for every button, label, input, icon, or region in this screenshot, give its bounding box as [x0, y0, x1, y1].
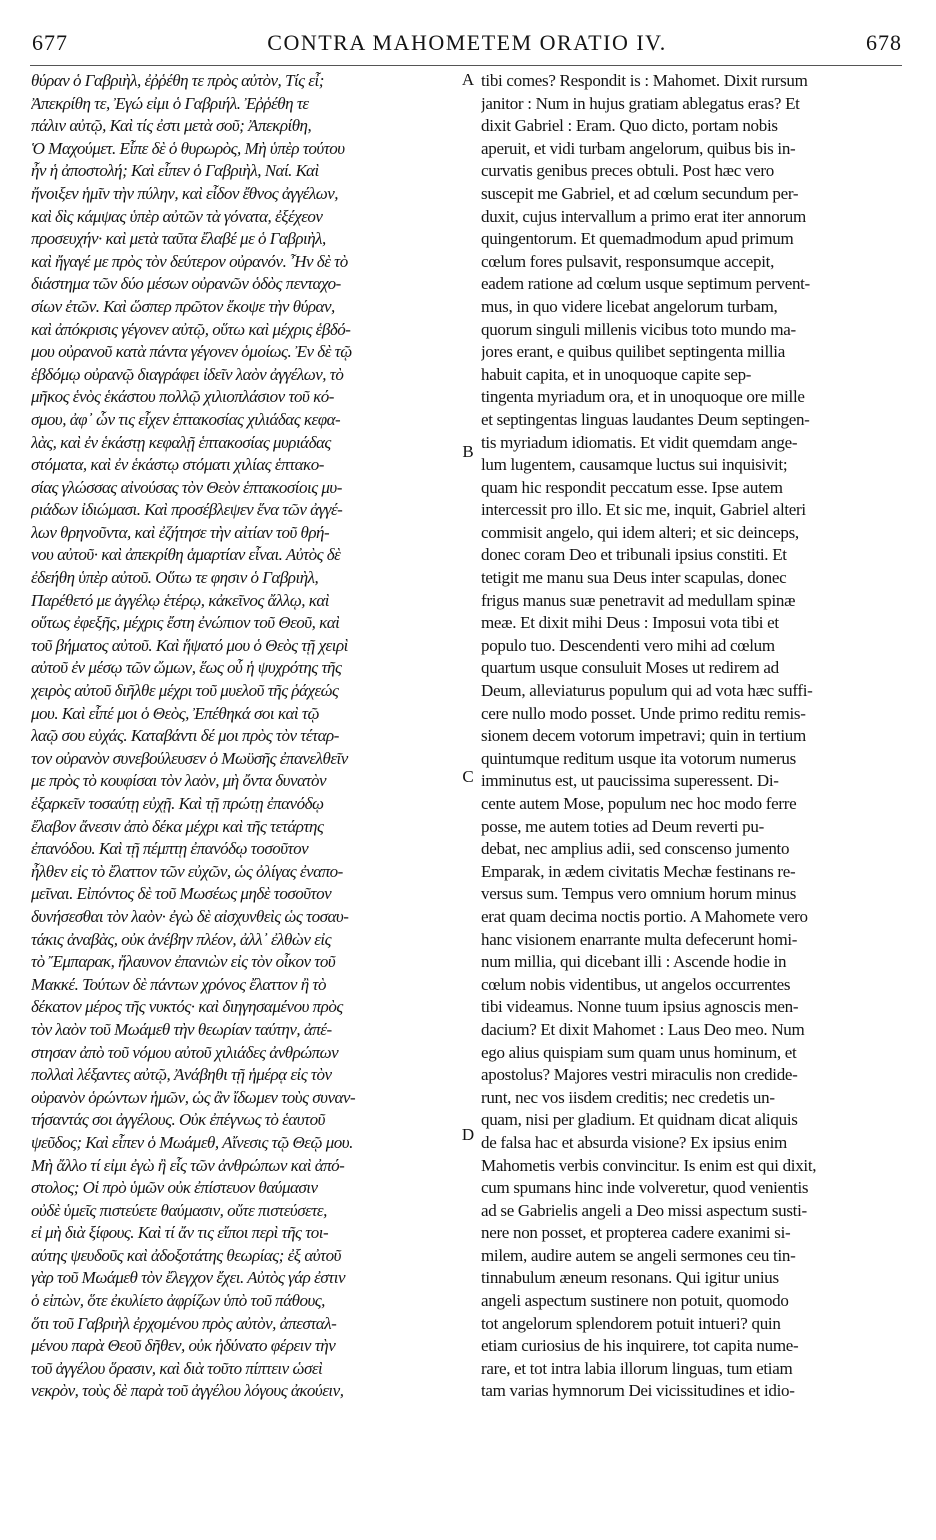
text-line: eadem ratione ad cœlum usque septimum pervent- — [481, 274, 810, 294]
text-line: quingentorum. Et quemadmodum apud primum — [481, 229, 794, 249]
text-line: καὶ ἤγαγέ με πρὸς τὸν δεύτερον οὐρανόν. Ἦν δὲ τὸ — [31, 251, 348, 271]
text-line: tam varias hymnorum Dei vicissitudines et idio- — [481, 1381, 795, 1401]
section-marker-a: A — [461, 70, 475, 89]
text-line: lum lugentem, causamque luctus sui inquisivit; — [481, 455, 788, 475]
text-line: σίων ἐτῶν. Καὶ ὥσπερ πρῶτον ἔκοψε τὴν θύραν, — [31, 296, 335, 316]
text-line: tis myriadum idiomatis. Et vidit quemdam ange- — [481, 432, 798, 452]
text-line: donec coram Deo et tribunali ipsius constiti. Et — [481, 545, 787, 565]
text-line: ὅτι τοῦ Γαβριὴλ ἐρχομένου πρὸς αὐτὸν, ἀπεσταλ- — [31, 1313, 337, 1333]
text-line: ἦλθεν εἰς τὸ ἔλαττον τῶν εὐχῶν, ὡς ὀλίγας ἐναπο- — [31, 861, 343, 881]
text-line: tibi comes? Respondit is : Mahomet. Dixit rursum — [481, 71, 808, 90]
text-line: εἰ μὴ διὰ ξίφους. Καὶ τί ἄν τις εἴποι περὶ τῆς τοι- — [31, 1223, 329, 1243]
text-line: οὕτως ἐφεξῆς, μέχρις ἔστη ἐνώπιον τοῦ Θεοῦ, καὶ — [31, 613, 340, 633]
text-line: αὐτοῦ ἐν μέσῳ τῶν ὤμων, ἕως οὗ ἡ ψυχρότης τῆς — [31, 658, 342, 678]
text-line: quam hic respondit peccatum esse. Ipse autem — [481, 477, 783, 497]
text-line: hanc visionem enarrante multa defecerunt homi- — [481, 929, 798, 949]
text-line: curvatis genibus preces obtuli. Post hæc vero — [481, 161, 774, 181]
text-line: etiam curiosius de his inquirere, tot capita nume- — [481, 1336, 799, 1356]
text-line: tibi videamus. Nonne tuum ipsius agnoscis men- — [481, 997, 799, 1017]
text-line: ἑβδόμῳ οὐρανῷ διαγράφει ἰδεῖν λαὸν ἀγγέλων, τὸ — [31, 364, 344, 384]
running-title: CONTRA MAHOMETEM ORATIO IV. — [267, 30, 667, 55]
text-line: ἐπανόδου. Καὶ τῇ πέμπτῃ ἐπανόδῳ τοσοῦτον — [31, 839, 309, 859]
text-line: quartum usque consuluit Moses ut redirem ad — [481, 658, 779, 678]
text-line: τοῦ ἀγγέλου ὅρασιν, καὶ διὰ τοῦτο πίπτειν ὡσεὶ — [31, 1358, 323, 1378]
text-line: Παρέθετό με ἀγγέλῳ ἑτέρῳ, κἀκεῖνος ἄλλῳ, καὶ — [31, 590, 330, 610]
text-line: num millia, qui dicebant illi : Ascende hodie in — [481, 952, 787, 972]
text-line: τὸν λαὸν τοῦ Μωάμεθ τὴν θεωρίαν ταύτην, ἀπέ- — [31, 1019, 332, 1039]
section-marker-c: C — [462, 767, 474, 786]
text-line: Deum, alleviaturus populum qui ad vota hæc suffi- — [481, 681, 813, 701]
text-line: intercessit pro illo. Et sic me, inquit, Gabriel alteri — [481, 500, 806, 520]
text-line: οὐρανὸν ὁρώντων ἡμῶν, ὡς ἂν ἴδωμεν τοὺς συναν- — [31, 1087, 356, 1107]
text-line: τον οὐρανὸν συνεβούλευσεν ὁ Μωϋσῆς ἐπανελθεῖν — [31, 748, 348, 768]
text-line: habuit capita, et in unoquoque capite sep- — [481, 364, 752, 384]
text-line: καὶ δὶς κάμψας ὑπὲρ αὐτῶν τὰ γόνατα, ἐξέχεον — [31, 206, 323, 226]
text-line: πάλιν αὐτῷ, Καὶ τίς ἐστι μετὰ σοῦ; Ἀπεκρίθη, — [31, 116, 312, 136]
text-line: Mahometis verbis convincitur. Is enim est qui dixit, — [481, 1155, 817, 1175]
page-number-right: 678 — [866, 30, 902, 55]
text-line: Ἀπεκρίθη τε, Ἐγώ εἰμι ὁ Γαβριήλ. Ἐῤῥέθη τε — [31, 93, 309, 113]
page-header — [22, 30, 912, 66]
text-line: quorum singuli millenis vicibus toto mundo ma- — [481, 319, 796, 339]
text-line: quam, nisi per gladium. Et quidnam dicat aliquis — [481, 1110, 798, 1130]
text-line: frigus manus suæ penetravit ad medullam spinæ — [481, 590, 796, 610]
text-line: aperuit, et vidi turbam angelorum, quibus bis in- — [481, 138, 796, 158]
text-line: erat quam decima noctis portio. A Mahomete vero — [481, 906, 808, 926]
text-line: γὰρ τοῦ Μωάμεθ τὸν ἔλεγχον ἔχει. Αὐτὸς γάρ ἐστιν — [31, 1268, 346, 1288]
text-line: mus, in quo videre licebat angelorum turbam, — [481, 296, 778, 316]
text-line: τοῦ βήματος αὐτοῦ. Καὶ ἥψατό μου ὁ Θεὸς τῇ χειρὶ — [31, 635, 348, 655]
text-line: angeli aspectum sustinere non potuit, quomodo — [481, 1291, 789, 1311]
text-line: ριάδων ἰδιώμασι. Καὶ προσέβλεψεν ἕνα τῶν ἀγγέ- — [31, 500, 343, 520]
text-line: τὸ Ἔμπαρακ, ἤλαυνον ἐπανιὼν εἰς τὸν οἶκον τοῦ — [31, 952, 336, 972]
text-line: ἐξαρκεῖν τοσαύτῃ εὐχῇ. Καὶ τῇ πρώτῃ ἐπανόδῳ — [31, 794, 324, 813]
text-line: χειρὸς αὐτοῦ διῆλθε μέχρι τοῦ μυελοῦ τῆς ῥάχεώς — [31, 681, 339, 701]
header-rule — [30, 65, 902, 66]
section-marker-b: B — [462, 442, 474, 461]
text-line: ad se Gabrielis angeli a Deo missi aspectum susti- — [481, 1200, 807, 1220]
text-line: αύτης ψευδοῦς καὶ ἀδοξοτάτης θεωρίας; ἐξ αὐτοῦ — [31, 1245, 341, 1265]
text-line: δέκατον μέρος τῆς νυκτός· καὶ διηγησαμένου πρὸς — [31, 997, 343, 1017]
text-line: suscepit me Gabriel, et ad cœlum secundum per- — [481, 183, 799, 203]
text-line: nere non posset, et propterea cadere exanimi si- — [481, 1223, 791, 1243]
text-line: tetigit me manu sua Deus inter scapulas, donec — [481, 568, 787, 588]
latin-text-column — [481, 70, 911, 1403]
text-line: ψεῦδος; Καὶ εἶπεν ὁ Μωάμεθ, Αἴνεσις τῷ Θεῷ μου. — [31, 1132, 353, 1152]
text-line: διάστημα τῶν δύο μέσων οὐρανῶν ὁδὸς πενταχο- — [31, 274, 341, 294]
text-line: νεκρὸν, τοὺς δὲ παρὰ τοῦ ἀγγέλου λόγους ἀκούειν, — [31, 1381, 344, 1401]
text-line: θύραν ὁ Γαβριὴλ, ἐῤῥέθη τε πρὸς αὐτὸν, Τίς εἶ; — [31, 71, 324, 90]
text-line: cere nullo modo posset. Unde primo reditu remis- — [481, 703, 806, 723]
text-line: καὶ ἀπόκρισις γέγονεν αὐτῷ, οὕτω καὶ μέχρις ἑβδό- — [31, 319, 351, 339]
text-line: ἔλαβον ἄνεσιν ἀπὸ δέκα μέχρι καὶ τῆς τετάρτης — [31, 816, 324, 836]
text-line: apostolus? Majores vestri miraculis non credide- — [481, 1065, 798, 1085]
text-line: μεῖναι. Εἰπόντος δὲ τοῦ Μωσέως μηδὲ τοσοῦτον — [31, 884, 332, 904]
text-line: με πρὸς τὸ κουφίσαι τὸν λαὸν, μὴ ὄντα δυνατὸν — [31, 771, 327, 791]
page-number-left: 677 — [32, 30, 68, 55]
text-line: runt, nec vos iisdem creditis; nec credetis un- — [481, 1087, 775, 1107]
text-line: τήσαντάς σοι ἀγγέλους. Οὐκ ἐπέγνως τὸ ἑαυτοῦ — [31, 1110, 325, 1130]
text-line: νου αὐτοῦ· καὶ ἀπεκρίθη ἁμαρτίαν εἶναι. Αὐτὸς δὲ — [31, 545, 341, 565]
text-line: μου οὐρανοῦ κατὰ πάντα γέγονεν ὁμοίως. Ἐν δὲ τῷ — [31, 342, 352, 362]
text-line: μου. Καὶ εἶπέ μοι ὁ Θεὸς, Ἐπέθηκά σοι καὶ τῷ — [31, 703, 319, 723]
greek-text-column — [31, 70, 455, 1403]
text-line: ἐδεήθη ὑπὲρ αὐτοῦ. Οὕτω τε φησιν ὁ Γαβριὴλ, — [31, 568, 319, 588]
text-line: quintumque reditum usque ita votorum numerus — [481, 748, 796, 768]
text-line: πολλαὶ λέξαντες αὐτῷ, Ἀνάβηθι τῇ ἡμέρᾳ εἰς τὸν — [31, 1065, 332, 1085]
text-line: μῆκος ἑνὸς ἑκάστου πολλῷ χιλιοπλάσιον τοῦ κό- — [31, 387, 334, 407]
text-line: milem, audire autem se angeli sermones ceu tin- — [481, 1245, 796, 1265]
text-line: dacium? Et dixit Mahomet : Laus Deo meo. Num — [481, 1019, 805, 1039]
text-line: et septingentas linguas laudantes Deum septingen- — [481, 409, 810, 429]
text-line: λὰς, καὶ ἐν ἑκάστῃ κεφαλῇ ἑπτακοσίας μυριάδας — [31, 432, 331, 452]
text-line: commisit angelo, qui idem alteri; et sic deinceps, — [481, 522, 799, 542]
text-line: δυνήσεσθαι τὸν λαὸν· ἐγὼ δὲ αἰσχυνθεὶς ὡς τοσαυ- — [31, 906, 349, 926]
text-line: sionem decem votorum impetravi; quin in tertium — [481, 726, 806, 746]
text-line: λαῷ σου εὐχάς. Καταβάντι δέ μοι πρὸς τὸν τέταρ- — [31, 726, 339, 746]
text-line: debat, nec amplius adii, sed conscenso jumento — [481, 839, 790, 859]
text-line: σμου, ἀφ᾽ ὧν τις εἶχεν ἑπτακοσίας χιλιάδας κεφα- — [31, 409, 341, 429]
text-line: στόματα, καὶ ἐν ἑκάστῳ στόματι χιλίας ἑπτακο- — [31, 455, 324, 475]
text-line: προσευχήν· καὶ μετὰ ταῦτα ἔλαβέ με ὁ Γαβριὴλ, — [31, 229, 326, 249]
text-line: cœlum nobis videntibus, ut angelos occurrentes — [481, 974, 791, 994]
text-line: janitor : Num in hujus gratiam ablegatus eras? Et — [481, 93, 800, 113]
text-line: στολος; Οἱ πρὸ ὑμῶν οὐκ ἐπίστευον θαύμασιν — [31, 1178, 318, 1198]
text-line: λων θρηνοῦντα, καὶ ἐζήτησε τὴν αἰτίαν τοῦ θρή- — [31, 522, 330, 542]
text-line: ἤνοιξεν ἡμῖν τὴν πύλην, καὶ εἶδον ἔθνος ἀγγέλων, — [31, 183, 339, 203]
text-line: tinnabulum æneum resonans. Qui igitur unius — [481, 1268, 779, 1288]
text-line: cum spumans hinc inde volveretur, quod venientis — [481, 1178, 809, 1198]
text-line: ego alius quispiam sum quam unus hominum, et — [481, 1042, 797, 1062]
section-marker-d: D — [461, 1125, 475, 1144]
text-line: ὁ εἰπὼν, ὅτε ἐκυλίετο ἀφρίζων ὑπὸ τοῦ πάθους, — [31, 1291, 325, 1311]
text-line: ἦν ἡ ἀποστολή; Καὶ εἶπεν ὁ Γαβριὴλ, Ναί. Καὶ — [31, 161, 319, 181]
text-line: μένου παρὰ Θεοῦ δῆθεν, οὐκ ἠδύνατο φέρειν τὴν — [31, 1336, 336, 1356]
text-line: Emparak, in ædem civitatis Mechæ festinans re- — [481, 861, 796, 881]
text-line: cœlum fores pulsavit, responsumque accepit, — [481, 251, 775, 271]
text-line: populo tuo. Descendenti vero mihi ad cœlum — [481, 635, 775, 655]
text-line: Μὴ ἄλλο τί εἰμι ἐγὼ ἢ εἷς τῶν ἀνθρώπων καὶ ἀπό- — [31, 1155, 345, 1175]
text-line: Ὁ Μαχούμετ. Εἶπε δὲ ὁ θυρωρὸς, Μὴ ὑπὲρ τούτου — [31, 138, 345, 158]
text-line: rare, et tot intra labia illorum linguas, tum etiam — [481, 1358, 793, 1378]
text-line: jores erant, e quibus quilibet septingenta millia — [481, 342, 785, 362]
text-line: τάκις ἀναβὰς, οὐκ ἀνέβην πλέον, ἀλλ᾽ ἐλθὼν εἰς — [31, 929, 332, 949]
text-line: σίας γλώσσας αἰνούσας τὸν Θεὸν ἑπτακοσίοις μυ- — [31, 477, 342, 497]
text-line: tingenta myriadum ora, et in unoquoque ore mille — [481, 387, 805, 407]
text-line: οὐδὲ ὑμεῖς πιστεύετε θαύμασιν, οὔτε πιστεύσετε, — [31, 1200, 327, 1220]
text-line: imminutus est, ut paucissima superessent. Di- — [481, 771, 779, 791]
text-line: posse, me autem toties ad Deum reverti pu- — [481, 816, 764, 836]
text-line: cente autem Mose, populum nec hoc modo ferre — [481, 794, 797, 813]
text-line: dixit Gabriel : Eram. Quo dicto, portam nobis — [481, 116, 778, 136]
text-line: versus sum. Tempus vero omnium horum minus — [481, 884, 797, 904]
text-line: de falsa hac et absurda visione? Ex ipsius enim — [481, 1132, 787, 1152]
text-line: meæ. Et dixit mihi Deus : Imposui vota tibi et — [481, 613, 779, 633]
text-line: duxit, cujus intervallum a primo erat iter annorum — [481, 206, 806, 226]
text-line: στησαν ἀπὸ τοῦ νόμου αὐτοῦ χιλιάδες ἀνθρώπων — [31, 1042, 339, 1062]
text-line: Μακκέ. Τούτων δὲ πάντων χρόνος ἔλαττον ἢ τὸ — [31, 974, 326, 994]
text-line: tot angelorum splendorem potuit intueri? quin — [481, 1313, 781, 1333]
